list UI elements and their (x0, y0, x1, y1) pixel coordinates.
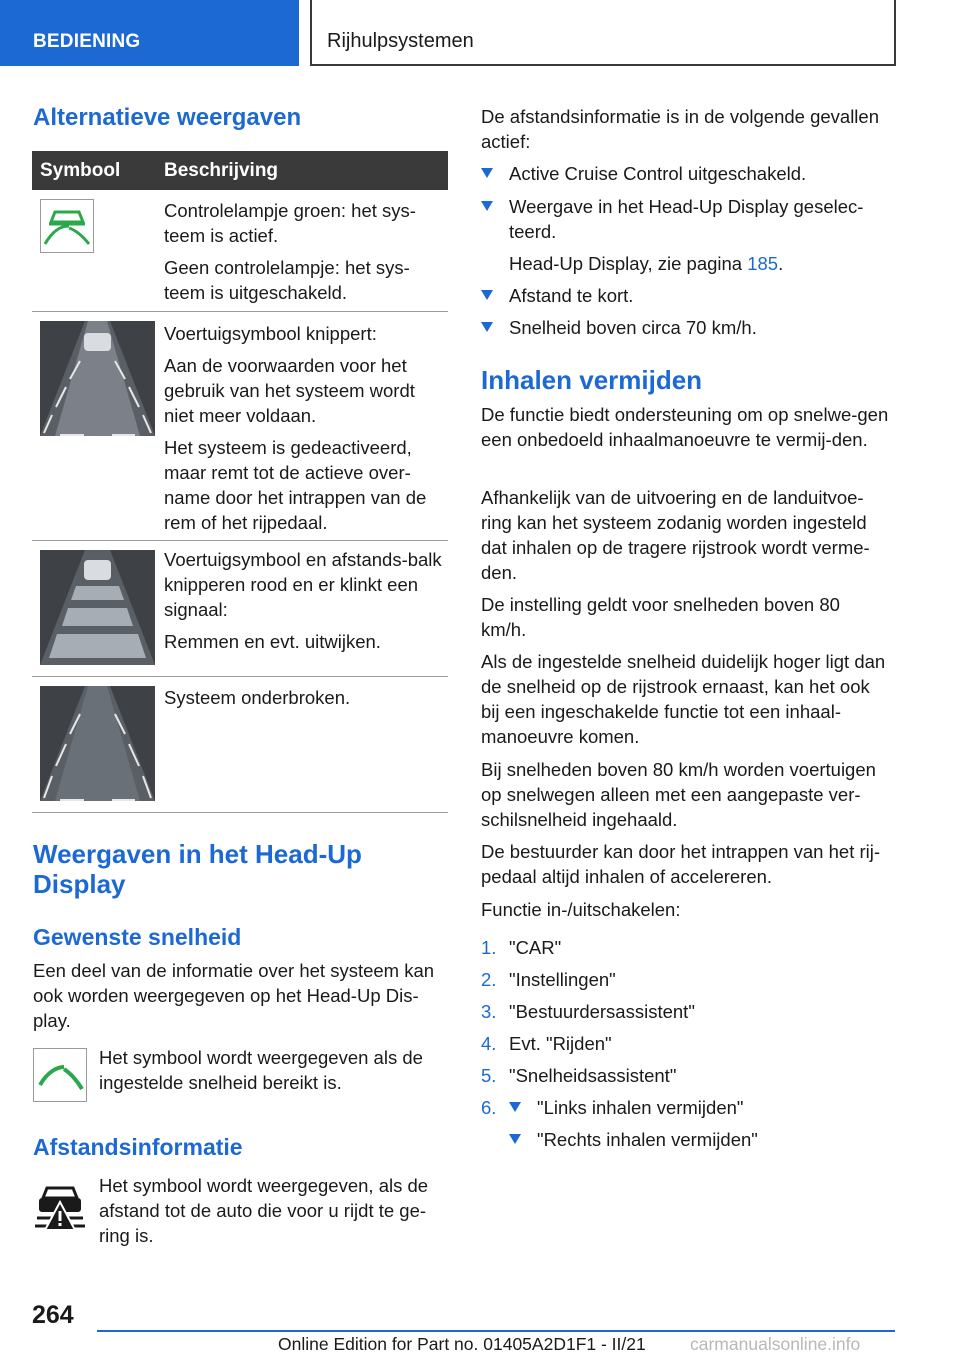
hud-page-reference: Head-Up Display, zie pagina 185. (509, 253, 784, 274)
bullet-triangle-icon (481, 201, 493, 211)
speed-icon-description: Het symbool wordt weergegeven als de ingestelde snelheid bereikt is. (99, 1047, 423, 1093)
row1-line1: Controlelampje groen: het sys-teem is actief. (164, 200, 416, 246)
row4-line1: Systeem onderbroken. (164, 687, 351, 708)
paragraph: De functie biedt ondersteuning om op snelwe-gen een onbedoeld inhaalmanoeuvre te vermij-den. (481, 404, 889, 450)
distance-icon-description: Het symbool wordt weergegeven, als de afstand tot de auto die voor u rijdt te ge-ring is. (99, 1175, 429, 1246)
table-row-2-description (164, 321, 444, 542)
row3-line1: Voertuigsymbool en afstands-balk knipperen rood en er klinkt een signaal: (164, 549, 442, 620)
hud-speed-icon (33, 1048, 87, 1102)
header-chapter-label: Rijhulpsystemen (327, 30, 474, 52)
road-vehicle-icon (40, 321, 155, 436)
table-header-symbol: Symbool (40, 160, 121, 181)
page-number: 264 (32, 1301, 74, 1329)
footer-rule (97, 1330, 895, 1332)
bullet-triangle-icon (481, 168, 493, 178)
header-section-tab (0, 0, 299, 66)
table-row-divider (32, 540, 448, 541)
speed-description: Een deel van de informatie over het systeem kan ook worden weergegeven op het Head-Up Dis-play. (33, 960, 435, 1031)
table-row-3-description (164, 547, 444, 661)
page-link-185[interactable]: 185 (747, 253, 779, 274)
table-header (32, 151, 448, 190)
paragraph: Afhankelijk van de uitvoering en de landuitvoe-ring kan het systeem zodanig worden ingesteld dat inhalen op de tragere rijstrook wordt verme-den. (481, 487, 870, 583)
road-empty-icon (40, 686, 155, 801)
paragraph: De instelling geldt voor snelheden boven 80 km/h. (481, 594, 840, 640)
road-vehicle-bars-icon (40, 550, 155, 665)
paragraph: Bij snelheden boven 80 km/h worden voertuigen op snelwegen alleen met een aangepaste ver-schilsnelheid ingehaald. (481, 759, 876, 830)
row2-line2: Aan de voorwaarden voor het gebruik van het systeem wordt niet meer voldaan. (164, 355, 415, 426)
distance-warning-icon (33, 1178, 87, 1232)
table-row-4-description (164, 685, 444, 717)
bullet-triangle-icon (509, 1134, 521, 1144)
row1-line2: Geen controlelampje: het sys-teem is uitgeschakeld. (164, 257, 410, 303)
paragraph: Functie in-/uitschakelen: (481, 899, 681, 920)
header-chapter-box (310, 0, 896, 66)
bullet-triangle-icon (481, 322, 493, 332)
lane-warning-green-icon (40, 199, 94, 253)
section-title-hud: Weergaven in het Head-Up Display (33, 839, 362, 899)
row2-line3: Het systeem is gedeactiveerd, maar remt tot de actieve over-name door het intrappen van de rem of het rijpedaal. (164, 437, 427, 533)
distance-intro: De afstandsinformatie is in de volgende gevallen actief: (481, 106, 879, 152)
row2-line1: Voertuigsymbool knippert: (164, 323, 377, 344)
bullet-triangle-icon (481, 290, 493, 300)
table-row-divider (32, 676, 448, 677)
subsection-title-gewenste-snelheid: Gewenste snelheid (33, 924, 242, 950)
header-section-label: BEDIENING (33, 31, 141, 52)
section-title-inhalen-vermijden: Inhalen vermijden (481, 365, 703, 395)
table-row-1-description (164, 198, 444, 312)
paragraph: Als de ingestelde snelheid duidelijk hoger ligt dan de snelheid op de rijstrook ernaast, kan het ook bij een ingeschakelde functie tot een inhaal-manoeuvre komen. (481, 651, 886, 747)
row3-line2: Remmen en evt. uitwijken. (164, 631, 381, 652)
paragraph: De bestuurder kan door het intrappen van het rij-pedaal altijd inhalen of accelereren. (481, 841, 881, 887)
section-title-alternatieve-weergaven: Alternatieve weergaven (33, 104, 302, 131)
table-header-description: Beschrijving (164, 160, 279, 181)
watermark: carmanualsonline.info (690, 1334, 861, 1354)
subsection-title-afstandsinformatie: Afstandsinformatie (33, 1134, 243, 1160)
bullet-triangle-icon (509, 1102, 521, 1112)
table-row-divider (32, 311, 448, 312)
footer-edition: Online Edition for Part no. 01405A2D1F1 - II/21 (278, 1334, 646, 1354)
table-row-divider (32, 812, 448, 813)
